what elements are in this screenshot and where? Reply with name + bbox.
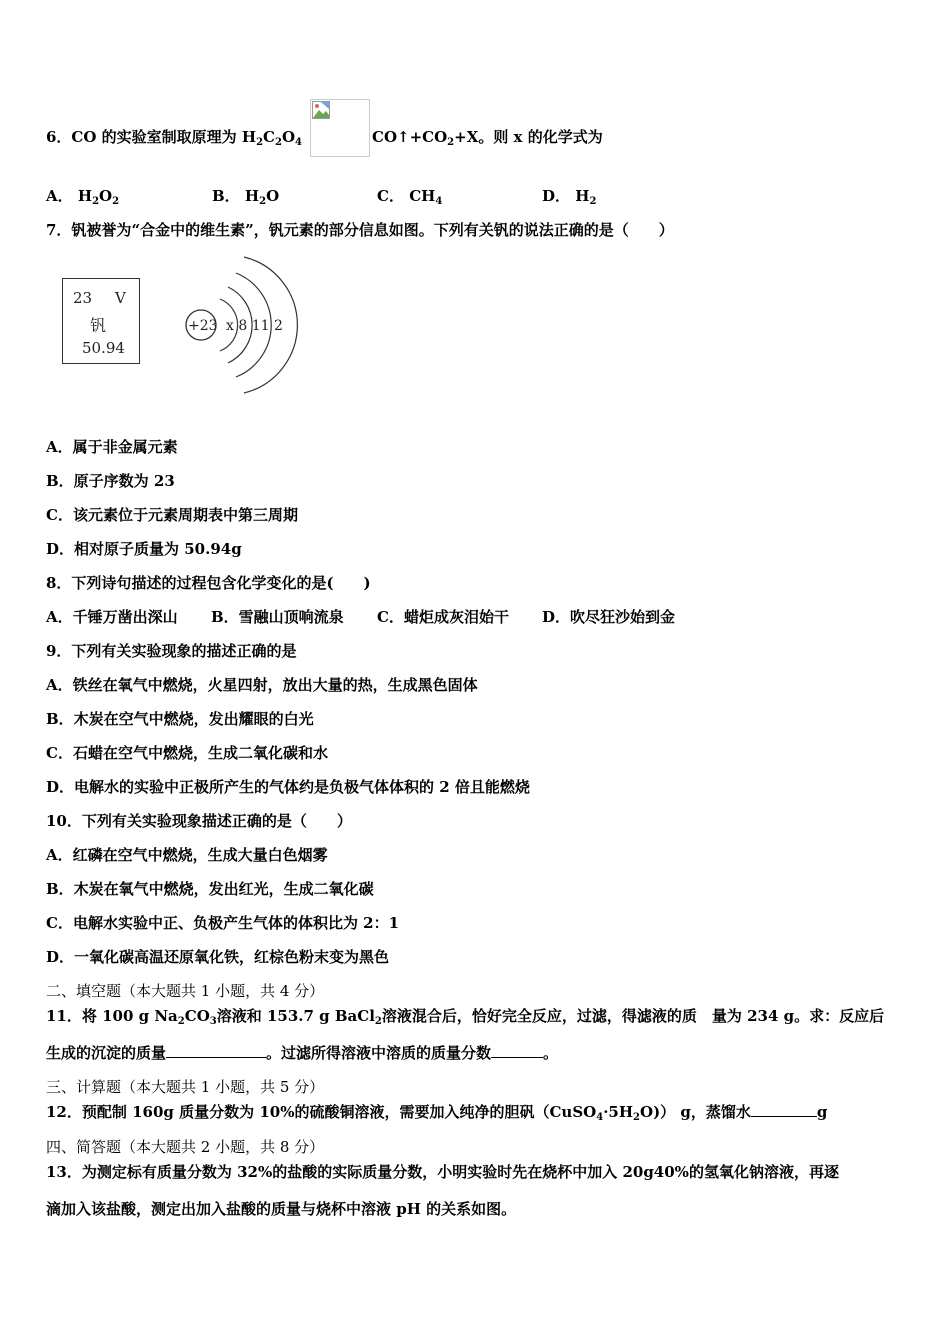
q7-option-c[interactable]: C．该元素位于元素周期表中第三周期 xyxy=(46,506,298,524)
broken-image-icon xyxy=(310,99,370,157)
section-heading-calculation: 三、计算题（本大题共 1 小题，共 5 分） xyxy=(46,1078,325,1096)
q8-option-c[interactable]: C．蜡炬成灰泪始干 xyxy=(377,608,509,626)
q6-option-d[interactable]: D． $H_2$ xyxy=(542,187,597,207)
q10-option-b[interactable]: B．木炭在氧气中燃烧，发出红光，生成二氧化碳 xyxy=(46,880,374,898)
q6-formula-tail: $CO↑+CO_2+X$。则 x 的化学式为 xyxy=(372,128,603,148)
q9-option-b[interactable]: B．木炭在空气中燃烧，发出耀眼的白光 xyxy=(46,710,314,728)
q13-line-1: 13．为测定标有质量分数为 32%的盐酸的实际质量分数，小明实验时先在烧杯中加入 20g40%的氢氧化钠溶液，再逐 xyxy=(46,1163,839,1181)
element-name: 钒 xyxy=(90,316,107,335)
atom-structure-diagram xyxy=(180,252,300,402)
q10-option-d[interactable]: D．一氧化碳高温还原氧化铁，红棕色粉末变为黑色 xyxy=(46,948,390,966)
image-placeholder-icon xyxy=(312,101,330,119)
element-card-vanadium xyxy=(62,278,140,364)
electron-counts: x 8 11 2 xyxy=(226,318,283,334)
q7-option-d[interactable]: D．相对原子质量为 50.94g xyxy=(46,540,242,558)
q9-option-d[interactable]: D．电解水的实验中正极所产生的气体约是负极气体体积的 2 倍且能燃烧 xyxy=(46,778,530,796)
q12-line: 12．预配制 160g 质量分数为 10%的硫酸铜溶液，需要加入纯净的胆矾$(CuSO_4\cdot 5H_2O)$） g，蒸馏水 g xyxy=(46,1103,828,1123)
section-heading-short-answer: 四、简答题（本大题共 2 小题，共 8 分） xyxy=(46,1138,325,1156)
atomic-number: 23 xyxy=(73,289,93,307)
q6-option-b[interactable]: B． $H_2O$ xyxy=(212,187,280,207)
q11-line-2: 生成的沉淀的质量 。过滤所得溶液中溶质的质量分数 。 xyxy=(46,1044,559,1062)
q8-stem: 8．下列诗句描述的过程包含化学变化的是( ) xyxy=(46,574,371,592)
q7-option-a[interactable]: A．属于非金属元素 xyxy=(46,438,178,456)
q11-answer-blank-2[interactable] xyxy=(491,1043,543,1058)
q6-option-c[interactable]: C． $CH_4$ xyxy=(377,187,443,207)
q11-answer-blank-1[interactable] xyxy=(166,1043,266,1058)
q9-option-c[interactable]: C．石蜡在空气中燃烧，生成二氧化碳和水 xyxy=(46,744,328,762)
q6-stem: 6．CO 的实验室制取原理为 $H_2C_2O_4$ xyxy=(46,128,302,148)
q9-option-a[interactable]: A．铁丝在氧气中燃烧，火星四射，放出大量的热，生成黑色固体 xyxy=(46,676,478,694)
q6-option-a[interactable]: A． $H_2O_2$ xyxy=(46,187,120,207)
q12-answer-blank[interactable] xyxy=(751,1102,817,1117)
q10-option-c[interactable]: C．电解水实验中正、负极产生气体的体积比为 2：1 xyxy=(46,914,400,932)
q7-stem: 7．钒被誉为“合金中的维生素”，钒元素的部分信息如图。下列有关钒的说法正确的是（ ） xyxy=(46,221,674,239)
q8-option-d[interactable]: D．吹尽狂沙始到金 xyxy=(542,608,676,626)
q8-option-a[interactable]: A．千锤万凿出深山 xyxy=(46,608,178,626)
q10-stem: 10．下列有关实验现象描述正确的是（ ） xyxy=(46,812,352,830)
q9-stem: 9．下列有关实验现象的描述正确的是 xyxy=(46,642,297,660)
q8-option-b[interactable]: B．雪融山顶响流泉 xyxy=(211,608,344,626)
q11-line-1: 11．将 100 g $Na_2CO_3$溶液和 153.7 g BaCl$_2$溶液混合后，恰好完全反应，过滤，得滤液的质 量为 234 g。求：反应后 xyxy=(46,1007,885,1027)
q10-option-a[interactable]: A．红磷在空气中燃烧，生成大量白色烟雾 xyxy=(46,846,328,864)
atomic-mass: 50.94 xyxy=(82,339,125,357)
q13-line-2: 滴加入该盐酸，测定出加入盐酸的质量与烧杯中溶液 pH 的关系如图。 xyxy=(46,1200,517,1218)
nucleus-charge: +23 xyxy=(188,318,218,334)
q7-option-b[interactable]: B．原子序数为 23 xyxy=(46,472,175,490)
section-heading-fill-in: 二、填空题（本大题共 1 小题，共 4 分） xyxy=(46,982,325,1000)
element-symbol: V xyxy=(115,289,126,307)
